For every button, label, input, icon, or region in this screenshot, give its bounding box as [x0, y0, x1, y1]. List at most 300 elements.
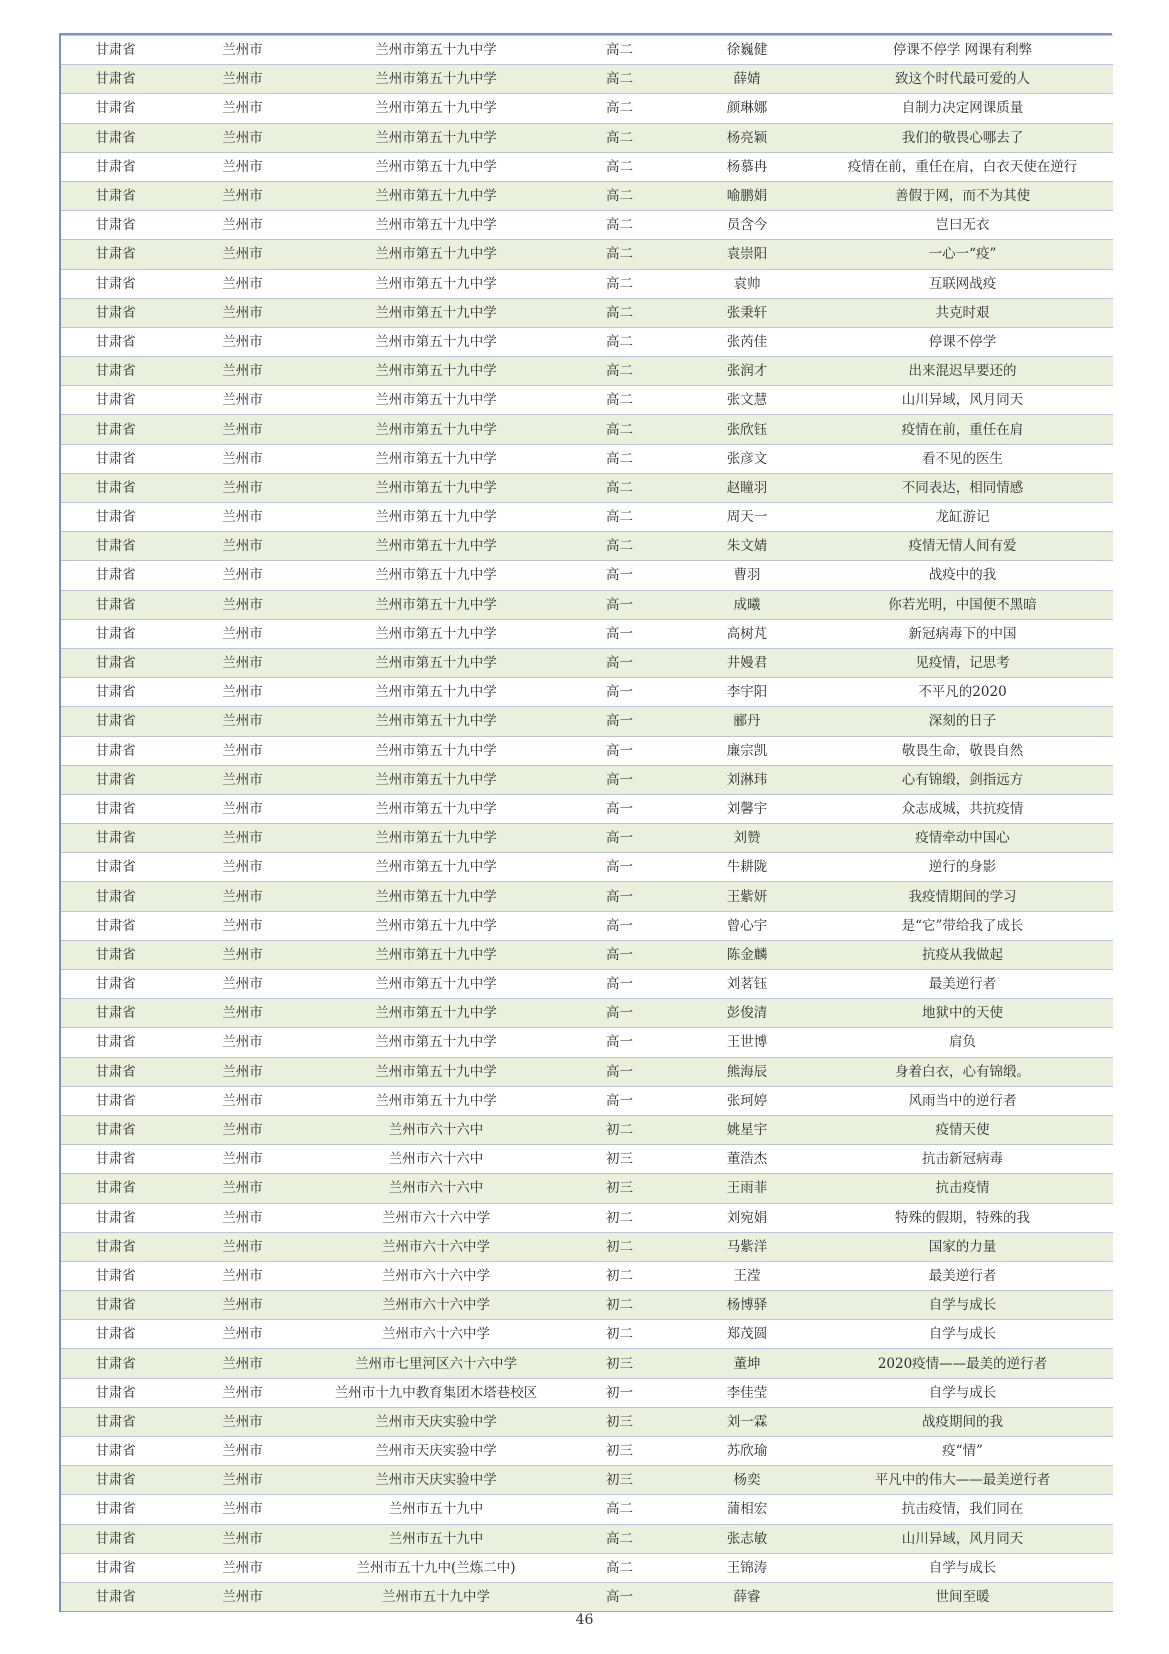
essay-title-cell: 看不见的医生 [812, 444, 1113, 473]
city-cell: 兰州市 [170, 765, 315, 794]
table-row [60, 1582, 1113, 1611]
city-cell: 兰州市 [170, 1232, 315, 1261]
city-cell: 兰州市 [170, 678, 315, 707]
grade-cell: 高一 [557, 882, 682, 911]
student-name-cell: 姚星宇 [682, 1115, 812, 1144]
essay-title-cell: 龙缸游记 [812, 503, 1113, 532]
grade-cell: 高一 [557, 794, 682, 823]
essay-title-cell: 风雨当中的逆行者 [812, 1086, 1113, 1115]
province-cell: 甘肃省 [60, 1320, 170, 1349]
city-cell: 兰州市 [170, 444, 315, 473]
school-cell: 兰州市第五十九中学 [315, 532, 557, 561]
student-name-cell: 袁帅 [682, 269, 812, 298]
school-cell: 兰州市天庆实验中学 [315, 1437, 557, 1466]
province-cell: 甘肃省 [60, 444, 170, 473]
province-cell: 甘肃省 [60, 386, 170, 415]
province-cell: 甘肃省 [60, 1086, 170, 1115]
student-name-cell: 刘赞 [682, 824, 812, 853]
city-cell: 兰州市 [170, 415, 315, 444]
essay-title-cell: 抗击疫情，我们同在 [812, 1495, 1113, 1524]
province-cell: 甘肃省 [60, 1057, 170, 1086]
school-cell: 兰州市五十九中学 [315, 1582, 557, 1611]
essay-title-cell: 最美逆行者 [812, 1261, 1113, 1290]
table-row [60, 211, 1113, 240]
school-cell: 兰州市六十六中学 [315, 1291, 557, 1320]
essay-title-cell: 身着白衣，心有锦缎。 [812, 1057, 1113, 1086]
city-cell: 兰州市 [170, 503, 315, 532]
grade-cell: 初三 [557, 1466, 682, 1495]
city-cell: 兰州市 [170, 123, 315, 152]
table-row [60, 444, 1113, 473]
table-row [60, 999, 1113, 1028]
student-name-cell: 喻鹏娟 [682, 181, 812, 210]
student-name-cell: 薛睿 [682, 1582, 812, 1611]
school-cell: 兰州市第五十九中学 [315, 940, 557, 969]
grade-cell: 高一 [557, 1028, 682, 1057]
province-cell: 甘肃省 [60, 269, 170, 298]
school-cell: 兰州市第五十九中学 [315, 1086, 557, 1115]
essay-title-cell: 不平凡的2020 [812, 678, 1113, 707]
province-cell: 甘肃省 [60, 970, 170, 999]
province-cell: 甘肃省 [60, 678, 170, 707]
city-cell: 兰州市 [170, 707, 315, 736]
essay-title-cell: 见疫情，记思考 [812, 648, 1113, 677]
essay-title-cell: 抗疫从我做起 [812, 940, 1113, 969]
table-row [60, 327, 1113, 356]
grade-cell: 初三 [557, 1145, 682, 1174]
city-cell: 兰州市 [170, 211, 315, 240]
school-cell: 兰州市六十六中学 [315, 1232, 557, 1261]
student-name-cell: 董坤 [682, 1349, 812, 1378]
essay-title-cell: 致这个时代最可爱的人 [812, 65, 1113, 94]
province-cell: 甘肃省 [60, 503, 170, 532]
province-cell: 甘肃省 [60, 911, 170, 940]
table-row [60, 415, 1113, 444]
table-row [60, 123, 1113, 152]
school-cell: 兰州市第五十九中学 [315, 357, 557, 386]
essay-title-cell: 深刻的日子 [812, 707, 1113, 736]
school-cell: 兰州市天庆实验中学 [315, 1466, 557, 1495]
table-row [60, 1174, 1113, 1203]
student-name-cell: 成曦 [682, 590, 812, 619]
student-name-cell: 张珂婷 [682, 1086, 812, 1115]
student-name-cell: 李佳莹 [682, 1378, 812, 1407]
city-cell: 兰州市 [170, 940, 315, 969]
grade-cell: 初一 [557, 1378, 682, 1407]
province-cell: 甘肃省 [60, 824, 170, 853]
grade-cell: 初三 [557, 1437, 682, 1466]
grade-cell: 初二 [557, 1291, 682, 1320]
student-name-cell: 员含今 [682, 211, 812, 240]
province-cell: 甘肃省 [60, 415, 170, 444]
province-cell: 甘肃省 [60, 1524, 170, 1553]
city-cell: 兰州市 [170, 794, 315, 823]
student-name-cell: 苏欣瑜 [682, 1437, 812, 1466]
grade-cell: 高二 [557, 444, 682, 473]
province-cell: 甘肃省 [60, 1115, 170, 1144]
city-cell: 兰州市 [170, 94, 315, 123]
province-cell: 甘肃省 [60, 1407, 170, 1436]
province-cell: 甘肃省 [60, 532, 170, 561]
essay-title-cell: 我疫情期间的学习 [812, 882, 1113, 911]
city-cell: 兰州市 [170, 1437, 315, 1466]
province-cell: 甘肃省 [60, 1232, 170, 1261]
grade-cell: 初三 [557, 1174, 682, 1203]
student-name-cell: 薛婧 [682, 65, 812, 94]
student-name-cell: 刘馨宇 [682, 794, 812, 823]
entries-table [59, 35, 1113, 1612]
student-name-cell: 郑茂圆 [682, 1320, 812, 1349]
city-cell: 兰州市 [170, 65, 315, 94]
table-row [60, 1057, 1113, 1086]
essay-title-cell: 逆行的身影 [812, 853, 1113, 882]
school-cell: 兰州市第五十九中学 [315, 619, 557, 648]
table-row [60, 678, 1113, 707]
student-name-cell: 张润才 [682, 357, 812, 386]
table-row [60, 65, 1113, 94]
student-name-cell: 杨慕冉 [682, 152, 812, 181]
city-cell: 兰州市 [170, 386, 315, 415]
city-cell: 兰州市 [170, 473, 315, 502]
school-cell: 兰州市第五十九中学 [315, 327, 557, 356]
school-cell: 兰州市六十六中学 [315, 1203, 557, 1232]
school-cell: 兰州市第五十九中学 [315, 794, 557, 823]
city-cell: 兰州市 [170, 532, 315, 561]
grade-cell: 高二 [557, 532, 682, 561]
province-cell: 甘肃省 [60, 999, 170, 1028]
student-name-cell: 赵瞳羽 [682, 473, 812, 502]
student-name-cell: 袁崇阳 [682, 240, 812, 269]
grade-cell: 高二 [557, 94, 682, 123]
essay-title-cell: 肩负 [812, 1028, 1113, 1057]
province-cell: 甘肃省 [60, 1466, 170, 1495]
school-cell: 兰州市第五十九中学 [315, 94, 557, 123]
school-cell: 兰州市第五十九中学 [315, 444, 557, 473]
grade-cell: 高二 [557, 473, 682, 502]
province-cell: 甘肃省 [60, 94, 170, 123]
city-cell: 兰州市 [170, 1115, 315, 1144]
grade-cell: 初二 [557, 1320, 682, 1349]
school-cell: 兰州市第五十九中学 [315, 707, 557, 736]
essay-title-cell: 抗击疫情 [812, 1174, 1113, 1203]
essay-title-cell: 国家的力量 [812, 1232, 1113, 1261]
grade-cell: 初三 [557, 1349, 682, 1378]
city-cell: 兰州市 [170, 1378, 315, 1407]
city-cell: 兰州市 [170, 561, 315, 590]
school-cell: 兰州市五十九中 [315, 1524, 557, 1553]
student-name-cell: 张彦文 [682, 444, 812, 473]
grade-cell: 高二 [557, 1495, 682, 1524]
essay-title-cell: 疫情牵动中国心 [812, 824, 1113, 853]
student-name-cell: 刘茗钰 [682, 970, 812, 999]
city-cell: 兰州市 [170, 1145, 315, 1174]
essay-title-cell: 一心一“疫” [812, 240, 1113, 269]
student-name-cell: 董浩杰 [682, 1145, 812, 1174]
table-row [60, 940, 1113, 969]
grade-cell: 高一 [557, 911, 682, 940]
table-row [60, 503, 1113, 532]
city-cell: 兰州市 [170, 269, 315, 298]
grade-cell: 高一 [557, 970, 682, 999]
province-cell: 甘肃省 [60, 327, 170, 356]
city-cell: 兰州市 [170, 853, 315, 882]
essay-title-cell: 停课不停学 网课有利弊 [812, 36, 1113, 65]
student-name-cell: 杨博驿 [682, 1291, 812, 1320]
table-row [60, 794, 1113, 823]
student-name-cell: 朱文婧 [682, 532, 812, 561]
city-cell: 兰州市 [170, 648, 315, 677]
province-cell: 甘肃省 [60, 853, 170, 882]
school-cell: 兰州市第五十九中学 [315, 999, 557, 1028]
table-row [60, 1437, 1113, 1466]
essay-title-cell: 平凡中的伟大——最美逆行者 [812, 1466, 1113, 1495]
student-name-cell: 郦丹 [682, 707, 812, 736]
school-cell: 兰州市第五十九中学 [315, 211, 557, 240]
grade-cell: 初三 [557, 1407, 682, 1436]
student-name-cell: 张志敏 [682, 1524, 812, 1553]
student-name-cell: 王紫妍 [682, 882, 812, 911]
grade-cell: 高二 [557, 1553, 682, 1582]
table-row [60, 707, 1113, 736]
essay-title-cell: 是“它”带给我了成长 [812, 911, 1113, 940]
school-cell: 兰州市第五十九中学 [315, 503, 557, 532]
province-cell: 甘肃省 [60, 357, 170, 386]
essay-title-cell: 岂曰无衣 [812, 211, 1113, 240]
essay-title-cell: 共克时艰 [812, 298, 1113, 327]
school-cell: 兰州市第五十九中学 [315, 590, 557, 619]
student-name-cell: 徐巍健 [682, 36, 812, 65]
grade-cell: 高二 [557, 36, 682, 65]
province-cell: 甘肃省 [60, 211, 170, 240]
essay-title-cell: 心有锦缎，剑指远方 [812, 765, 1113, 794]
province-cell: 甘肃省 [60, 940, 170, 969]
table-row [60, 590, 1113, 619]
grade-cell: 高一 [557, 1057, 682, 1086]
essay-title-cell: 众志成城，共抗疫情 [812, 794, 1113, 823]
table-row [60, 1086, 1113, 1115]
table-row [60, 1028, 1113, 1057]
province-cell: 甘肃省 [60, 765, 170, 794]
city-cell: 兰州市 [170, 1466, 315, 1495]
province-cell: 甘肃省 [60, 473, 170, 502]
grade-cell: 高一 [557, 561, 682, 590]
school-cell: 兰州市第五十九中学 [315, 415, 557, 444]
table-row [60, 1466, 1113, 1495]
essay-title-cell: 山川异域，风月同天 [812, 1524, 1113, 1553]
essay-title-cell: 疫情在前，重任在肩，白衣天使在逆行 [812, 152, 1113, 181]
province-cell: 甘肃省 [60, 1349, 170, 1378]
grade-cell: 高一 [557, 999, 682, 1028]
essay-title-cell: 善假于网，而不为其使 [812, 181, 1113, 210]
table-row [60, 1524, 1113, 1553]
city-cell: 兰州市 [170, 1582, 315, 1611]
grade-cell: 高二 [557, 415, 682, 444]
essay-title-cell: 自制力决定网课质量 [812, 94, 1113, 123]
school-cell: 兰州市第五十九中学 [315, 561, 557, 590]
school-cell: 兰州市第五十九中学 [315, 65, 557, 94]
school-cell: 兰州市十九中教育集团木塔巷校区 [315, 1378, 557, 1407]
essay-title-cell: 地狱中的天使 [812, 999, 1113, 1028]
table-row [60, 648, 1113, 677]
city-cell: 兰州市 [170, 1174, 315, 1203]
school-cell: 兰州市六十六中 [315, 1174, 557, 1203]
province-cell: 甘肃省 [60, 123, 170, 152]
city-cell: 兰州市 [170, 1495, 315, 1524]
student-name-cell: 王雨菲 [682, 1174, 812, 1203]
student-name-cell: 刘宛娟 [682, 1203, 812, 1232]
essay-title-cell: 战疫期间的我 [812, 1407, 1113, 1436]
student-name-cell: 曾心宇 [682, 911, 812, 940]
student-name-cell: 马紫洋 [682, 1232, 812, 1261]
grade-cell: 高一 [557, 707, 682, 736]
essay-title-cell: 疫“情” [812, 1437, 1113, 1466]
province-cell: 甘肃省 [60, 1553, 170, 1582]
table-row [60, 357, 1113, 386]
province-cell: 甘肃省 [60, 1174, 170, 1203]
city-cell: 兰州市 [170, 970, 315, 999]
student-name-cell: 张秉轩 [682, 298, 812, 327]
city-cell: 兰州市 [170, 1524, 315, 1553]
essay-title-cell: 疫情无情人间有爱 [812, 532, 1113, 561]
school-cell: 兰州市第五十九中学 [315, 648, 557, 677]
table-row [60, 1203, 1113, 1232]
grade-cell: 高二 [557, 181, 682, 210]
essay-title-cell: 出来混迟早要还的 [812, 357, 1113, 386]
essay-title-cell: 自学与成长 [812, 1553, 1113, 1582]
grade-cell: 高一 [557, 736, 682, 765]
table-row [60, 1232, 1113, 1261]
essay-title-cell: 疫情天使 [812, 1115, 1113, 1144]
table-row [60, 765, 1113, 794]
province-cell: 甘肃省 [60, 619, 170, 648]
table-row [60, 94, 1113, 123]
student-name-cell: 曹羽 [682, 561, 812, 590]
essay-title-cell: 自学与成长 [812, 1378, 1113, 1407]
table-row [60, 386, 1113, 415]
table-row [60, 269, 1113, 298]
school-cell: 兰州市第五十九中学 [315, 181, 557, 210]
table-row [60, 1407, 1113, 1436]
table-row [60, 240, 1113, 269]
city-cell: 兰州市 [170, 1320, 315, 1349]
school-cell: 兰州市第五十九中学 [315, 882, 557, 911]
school-cell: 兰州市第五十九中学 [315, 824, 557, 853]
student-name-cell: 张欣钰 [682, 415, 812, 444]
student-name-cell: 张文慧 [682, 386, 812, 415]
province-cell: 甘肃省 [60, 736, 170, 765]
student-name-cell: 周天一 [682, 503, 812, 532]
city-cell: 兰州市 [170, 824, 315, 853]
table-row [60, 1320, 1113, 1349]
city-cell: 兰州市 [170, 619, 315, 648]
student-name-cell: 刘一霖 [682, 1407, 812, 1436]
school-cell: 兰州市第五十九中学 [315, 240, 557, 269]
province-cell: 甘肃省 [60, 1261, 170, 1290]
student-name-cell: 颜琳娜 [682, 94, 812, 123]
city-cell: 兰州市 [170, 999, 315, 1028]
essay-title-cell: 敬畏生命，敬畏自然 [812, 736, 1113, 765]
grade-cell: 高二 [557, 211, 682, 240]
grade-cell: 初二 [557, 1115, 682, 1144]
student-name-cell: 王世博 [682, 1028, 812, 1057]
school-cell: 兰州市第五十九中学 [315, 765, 557, 794]
province-cell: 甘肃省 [60, 1495, 170, 1524]
grade-cell: 高二 [557, 386, 682, 415]
student-name-cell: 杨亮颖 [682, 123, 812, 152]
table-row [60, 1349, 1113, 1378]
province-cell: 甘肃省 [60, 590, 170, 619]
city-cell: 兰州市 [170, 1553, 315, 1582]
table-row [60, 853, 1113, 882]
school-cell: 兰州市第五十九中学 [315, 911, 557, 940]
province-cell: 甘肃省 [60, 648, 170, 677]
grade-cell: 高二 [557, 152, 682, 181]
grade-cell: 高二 [557, 1524, 682, 1553]
province-cell: 甘肃省 [60, 240, 170, 269]
student-name-cell: 牛耕陇 [682, 853, 812, 882]
student-name-cell: 杨奕 [682, 1466, 812, 1495]
essay-title-cell: 2020疫情——最美的逆行者 [812, 1349, 1113, 1378]
grade-cell: 高一 [557, 648, 682, 677]
table-row [60, 619, 1113, 648]
grade-cell: 初二 [557, 1232, 682, 1261]
table-row [60, 824, 1113, 853]
city-cell: 兰州市 [170, 240, 315, 269]
province-cell: 甘肃省 [60, 1145, 170, 1174]
grade-cell: 高一 [557, 765, 682, 794]
table-row [60, 1291, 1113, 1320]
school-cell: 兰州市六十六中学 [315, 1261, 557, 1290]
grade-cell: 高二 [557, 123, 682, 152]
table-row [60, 1145, 1113, 1174]
student-name-cell: 高树芃 [682, 619, 812, 648]
school-cell: 兰州市第五十九中学 [315, 736, 557, 765]
table-row [60, 1553, 1113, 1582]
grade-cell: 高一 [557, 853, 682, 882]
school-cell: 兰州市六十六中 [315, 1145, 557, 1174]
school-cell: 兰州市第五十九中学 [315, 152, 557, 181]
table-row [60, 473, 1113, 502]
grade-cell: 高二 [557, 503, 682, 532]
grade-cell: 高一 [557, 940, 682, 969]
province-cell: 甘肃省 [60, 1437, 170, 1466]
grade-cell: 高二 [557, 269, 682, 298]
school-cell: 兰州市第五十九中学 [315, 1057, 557, 1086]
student-name-cell: 张芮佳 [682, 327, 812, 356]
essay-title-cell: 战疫中的我 [812, 561, 1113, 590]
city-cell: 兰州市 [170, 181, 315, 210]
school-cell: 兰州市第五十九中学 [315, 678, 557, 707]
essay-title-cell: 自学与成长 [812, 1291, 1113, 1320]
essay-title-cell: 山川异域，风月同天 [812, 386, 1113, 415]
city-cell: 兰州市 [170, 590, 315, 619]
grade-cell: 初二 [557, 1261, 682, 1290]
entries-table-body [60, 36, 1113, 1612]
province-cell: 甘肃省 [60, 181, 170, 210]
grade-cell: 初二 [557, 1203, 682, 1232]
province-cell: 甘肃省 [60, 1203, 170, 1232]
school-cell: 兰州市天庆实验中学 [315, 1407, 557, 1436]
student-name-cell: 陈金麟 [682, 940, 812, 969]
province-cell: 甘肃省 [60, 152, 170, 181]
student-name-cell: 王滢 [682, 1261, 812, 1290]
city-cell: 兰州市 [170, 1203, 315, 1232]
school-cell: 兰州市第五十九中学 [315, 386, 557, 415]
school-cell: 兰州市第五十九中学 [315, 853, 557, 882]
page-number: 46 [575, 1612, 594, 1628]
grade-cell: 高二 [557, 65, 682, 94]
table-row [60, 36, 1113, 65]
